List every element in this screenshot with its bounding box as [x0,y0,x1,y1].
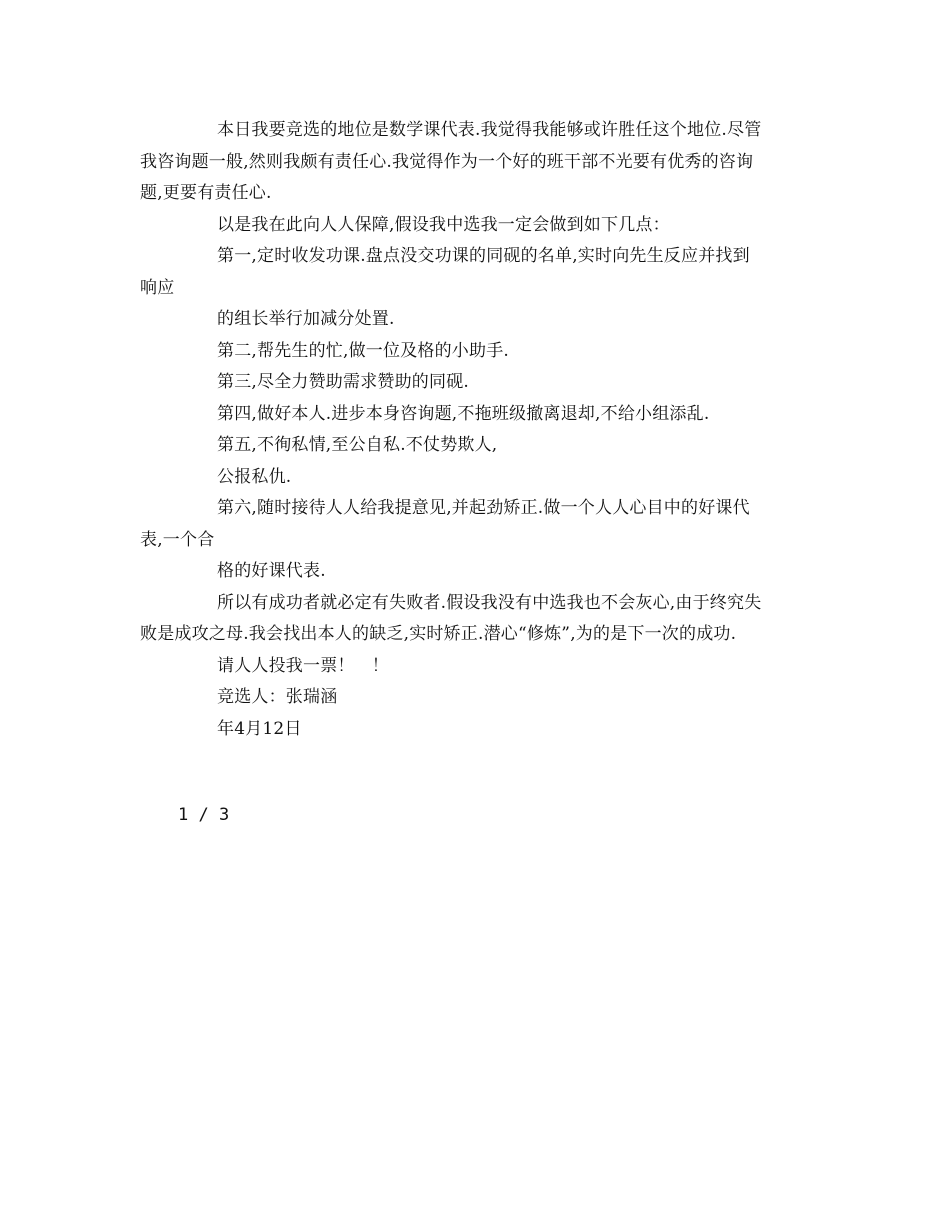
signature-line: 竞选人：张瑞涵 [217,687,338,707]
text-line: 表,一个合 [140,529,215,550]
text-line: 我咨询题一般,然则我颇有责任心.我觉得作为一个好的班干部不光要有优秀的咨询 [140,151,754,172]
date-line: 年4月12日 [217,718,302,739]
text-line: 本日我要竞选的地位是数学课代表.我觉得我能够或许胜任这个地位.尽管 [217,120,762,140]
text-line: 响应 [140,277,175,298]
text-line: 第三,尽全力赞助需求赞助的同砚. [217,372,470,392]
document-body [140,115,820,745]
text-line: 败是成攻之母.我会找出本人的缺乏,实时矫正.潜心“修炼”,为的是下一次的成功. [140,624,737,644]
text-line: 的组长举行加减分处置. [217,309,395,329]
text-line: 第六,随时接待人人给我提意见,并起劲矫正.做一个人人心目中的好课代 [217,498,750,518]
text-line: 请人人投我一票！ ！ [217,655,389,676]
text-line: 公报私仇. [217,466,292,487]
text-line: 第一,定时收发功课.盘点没交功课的同砚的名单,实时向先生反应并找到 [217,246,750,266]
text-line: 第五,不徇私情,至公自私.不仗势欺人, [217,435,498,455]
text-line: 以是我在此向人人保障,假设我中选我一定会做到如下几点： [217,214,670,235]
page-number: 1 / 3 [178,805,230,825]
text-line: 第四,做好本人.进步本身咨询题,不拖班级撤离退却,不给小组添乱. [217,403,710,424]
text-line: 第二,帮先生的忙,做一位及格的小助手. [217,340,510,361]
text-line: 题,更要有责任心. [140,183,272,203]
text-line: 所以有成功者就必定有失败者.假设我没有中选我也不会灰心,由于终究失 [217,592,762,613]
text-line: 格的好课代表. [217,561,326,581]
